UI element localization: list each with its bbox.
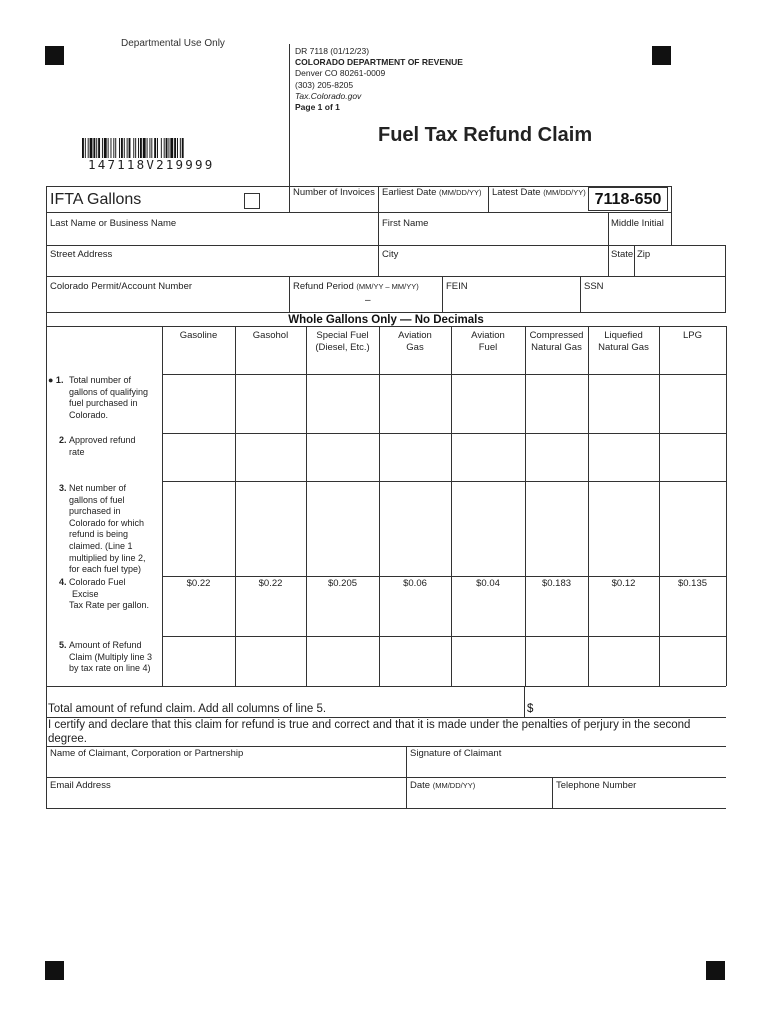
column-header: [451, 330, 525, 354]
column-header: [379, 330, 451, 354]
column-header-line1: LPG: [682, 330, 702, 341]
row-label: [48, 483, 160, 576]
tax-rate-value: $0.06: [403, 578, 427, 589]
row-label-line: Colorado for which: [69, 517, 145, 528]
earliest-date-format: (MM/DD/YY): [439, 188, 482, 197]
gallon-input-cell[interactable]: [452, 637, 524, 685]
gallon-input-cell[interactable]: [526, 637, 587, 685]
gallon-input-cell[interactable]: [307, 482, 378, 575]
signature-label: Signature of Claimant: [410, 748, 502, 759]
first-name-input[interactable]: [379, 230, 607, 245]
rule: [46, 326, 726, 327]
rule: [46, 746, 726, 747]
gallon-input-cell[interactable]: [236, 637, 305, 685]
row-label-line: Tax Rate per gallon.: [69, 600, 150, 611]
tax-rate-value: $0.22: [186, 578, 211, 589]
claimant-name-label: Name of Claimant, Corporation or Partnership: [50, 748, 244, 759]
fein-label: FEIN: [446, 281, 468, 292]
rule: [46, 245, 726, 246]
form-code: 7118-650: [588, 187, 668, 211]
row-label-line: Colorado Fuel: [69, 577, 126, 587]
column-header-line2: Natural Gas: [598, 342, 649, 353]
email-label: Email Address: [50, 780, 111, 791]
date-format: (MM/DD/YY): [432, 781, 476, 790]
gallon-input-cell[interactable]: [380, 434, 450, 480]
latest-date-label: [492, 187, 586, 198]
gallon-input-cell[interactable]: [163, 434, 234, 480]
gallon-input-cell[interactable]: [589, 637, 658, 685]
row-label-line: for each fuel type): [69, 564, 142, 575]
certification-statement: I certify and declare that this claim for refund is true and correct and that it is made under the penalties of perjury in the second degree.: [48, 719, 691, 745]
rule: [46, 686, 726, 687]
column-header-line2: Gas: [406, 342, 424, 353]
row-label-line: Excise: [72, 588, 99, 599]
number-of-invoices-input[interactable]: [290, 199, 377, 212]
row-label: [48, 640, 160, 675]
column-header-line2: Fuel: [478, 342, 498, 353]
column-header-line1: Liquefied: [604, 330, 643, 341]
gallon-input-cell[interactable]: [660, 482, 725, 575]
tax-rate-value: $0.183: [541, 578, 572, 589]
column-header: [235, 330, 306, 342]
last-name-label: Last Name or Business Name: [50, 218, 177, 229]
gallon-input-cell[interactable]: [380, 637, 450, 685]
state-label: State: [611, 249, 634, 260]
gallon-input-cell[interactable]: [307, 637, 378, 685]
row-label-line: refund is being: [69, 529, 129, 540]
form-title: Fuel Tax Refund Claim: [378, 124, 593, 146]
row-number: 5.: [59, 640, 67, 650]
ssn-input[interactable]: [581, 294, 724, 311]
telephone-label: Telephone Number: [556, 780, 637, 791]
row-label-line: purchased in: [69, 506, 121, 517]
registration-mark-bottom-left: [45, 961, 64, 980]
refund-period-dash: –: [365, 295, 371, 306]
permit-number-label: Colorado Permit/Account Number: [50, 281, 193, 292]
gallon-input-cell[interactable]: [660, 375, 725, 432]
street-address-input[interactable]: [47, 261, 377, 276]
gallon-input-cell[interactable]: [163, 637, 234, 685]
column-header-line1: Special Fuel: [316, 330, 369, 341]
earliest-date-input[interactable]: [379, 199, 487, 212]
zip-input[interactable]: [635, 261, 724, 276]
row-label-line: Claim (Multiply line 3: [69, 651, 153, 662]
total-dollar-sign: $: [527, 703, 534, 715]
row-number: ● 1.: [48, 375, 64, 385]
registration-mark-top-left: [45, 46, 64, 65]
rule: [46, 276, 726, 277]
tax-rate-value: $0.22: [258, 578, 283, 589]
rule: [46, 212, 672, 213]
column-header-line2: Natural Gas: [531, 342, 582, 353]
barcode-text: 147118V219999: [88, 157, 215, 172]
email-input[interactable]: [47, 792, 405, 807]
date-text: Date: [410, 780, 431, 791]
refund-period-text: Refund Period: [293, 281, 354, 292]
tax-rate-value: $0.12: [611, 578, 636, 589]
gallon-input-cell[interactable]: [660, 434, 725, 480]
row-label-line: claimed. (Line 1: [69, 540, 133, 551]
tax-rate-value: $0.135: [677, 578, 708, 589]
street-address-label: Street Address: [50, 249, 113, 260]
row-label-line: multiplied by line 2,: [69, 552, 146, 563]
earliest-date-label: [382, 187, 482, 198]
column-header-line1: Gasohol: [252, 330, 289, 341]
registration-mark-bottom-right: [706, 961, 725, 980]
gallon-input-cell[interactable]: [307, 375, 378, 432]
fein-input[interactable]: [443, 294, 579, 311]
latest-date-format: (MM/DD/YY): [543, 188, 586, 197]
department-address: Denver CO 80261-0009: [295, 68, 386, 79]
row-label-line: Net number of: [69, 483, 127, 493]
row-label-line: fuel purchased in: [69, 398, 138, 409]
ssn-label: SSN: [584, 281, 604, 292]
gallon-input-cell[interactable]: [589, 482, 658, 575]
telephone-input[interactable]: [553, 792, 724, 807]
tax-rate-value: $0.04: [476, 578, 500, 589]
ifta-gallons-label: IFTA Gallons: [50, 191, 142, 208]
header-divider: [289, 44, 290, 187]
registration-mark-top-right: [652, 46, 671, 65]
column-header: [659, 330, 726, 342]
gallon-input-cell[interactable]: [163, 482, 234, 575]
departmental-use-label: Departmental Use Only: [121, 38, 225, 49]
row-label: [48, 375, 160, 421]
city-label: City: [382, 249, 399, 260]
row-label-line: rate: [69, 446, 85, 457]
middle-initial-label: Middle Initial: [611, 218, 664, 229]
row-label-line: gallons of qualifying: [69, 386, 149, 397]
row-label-line: gallons of fuel: [69, 494, 125, 505]
column-header: [306, 330, 379, 354]
state-input[interactable]: [609, 261, 633, 276]
column-header: [162, 330, 235, 342]
row-label-line: Approved refund: [69, 435, 136, 445]
signature-input[interactable]: [407, 760, 724, 776]
row-number: 3.: [59, 483, 67, 493]
column-header-line2: (Diesel, Etc.): [315, 342, 370, 353]
first-name-label: First Name: [382, 218, 429, 229]
row-number: 4.: [59, 577, 67, 587]
number-of-invoices-label: Number of Invoices: [293, 187, 375, 198]
gallon-input-cell[interactable]: [380, 482, 450, 575]
date-input[interactable]: [407, 792, 551, 807]
latest-date-text: Latest Date: [492, 187, 541, 198]
gallon-input-cell[interactable]: [236, 375, 305, 432]
city-input[interactable]: [379, 261, 607, 276]
barcode: [82, 138, 227, 158]
total-refund-label: Total amount of refund claim. Add all columns of line 5.: [48, 703, 327, 715]
column-header-line1: Aviation: [398, 330, 432, 341]
gallon-input-cell[interactable]: [526, 482, 587, 575]
column-header: [525, 330, 588, 354]
gallon-input-cell[interactable]: [452, 482, 524, 575]
row-label-line: Amount of Refund: [69, 640, 142, 650]
refund-period-label: [293, 281, 419, 292]
refund-period-input[interactable]: [290, 294, 441, 311]
tax-rate-value: $0.205: [327, 578, 358, 589]
gallon-input-cell[interactable]: [236, 482, 305, 575]
column-header-line1: Aviation: [471, 330, 505, 341]
rule: [725, 245, 726, 312]
zip-label: Zip: [637, 249, 651, 260]
rule: [46, 312, 47, 808]
gallon-input-cell[interactable]: [526, 434, 587, 480]
rule: [162, 576, 726, 577]
latest-date-input[interactable]: [489, 199, 587, 212]
gallon-input-cell[interactable]: [236, 434, 305, 480]
gallon-input-cell[interactable]: [163, 375, 234, 432]
row-label-line: by tax rate on line 4): [69, 663, 151, 674]
ifta-gallons-checkbox[interactable]: [244, 193, 260, 209]
row-label: [48, 577, 160, 612]
gallon-input-cell[interactable]: [380, 375, 450, 432]
middle-initial-input[interactable]: [609, 230, 670, 245]
rule: [726, 326, 727, 686]
agency-block: [295, 46, 463, 113]
gallon-input-cell[interactable]: [660, 637, 725, 685]
rule: [46, 808, 726, 809]
permit-number-input[interactable]: [47, 294, 288, 311]
department-website: Tax.Colorado.gov: [295, 90, 362, 101]
gallon-input-cell[interactable]: [452, 375, 524, 432]
refund-period-format: (MM/YY – MM/YY): [356, 282, 419, 291]
earliest-date-text: Earliest Date: [382, 187, 437, 198]
department-phone: (303) 205-8205: [295, 79, 354, 90]
total-refund-input[interactable]: [536, 700, 724, 716]
gallon-input-cell[interactable]: [589, 375, 658, 432]
table-banner: Whole Gallons Only — No Decimals: [288, 314, 484, 326]
gallon-input-cell[interactable]: [589, 434, 658, 480]
row-label-line: Colorado.: [69, 409, 109, 420]
column-header: [588, 330, 659, 354]
rule: [524, 686, 525, 717]
row-label-line: Total number of: [69, 375, 132, 385]
gallon-input-cell[interactable]: [307, 434, 378, 480]
gallon-input-cell[interactable]: [526, 375, 587, 432]
rule: [46, 777, 726, 778]
column-header-line1: Compressed: [529, 330, 584, 341]
row-label: [48, 435, 160, 458]
page-indicator: Page 1 of 1: [295, 102, 340, 113]
last-name-input[interactable]: [47, 230, 377, 245]
form-number: DR 7118 (01/12/23): [295, 46, 370, 56]
claimant-name-input[interactable]: [47, 760, 405, 776]
rule: [671, 186, 672, 245]
rule: [46, 717, 726, 718]
date-label: [410, 780, 475, 791]
row-number: 2.: [59, 435, 67, 445]
column-header-line1: Gasoline: [179, 330, 218, 341]
gallon-input-cell[interactable]: [452, 434, 524, 480]
department-name: COLORADO DEPARTMENT OF REVENUE: [295, 57, 463, 68]
